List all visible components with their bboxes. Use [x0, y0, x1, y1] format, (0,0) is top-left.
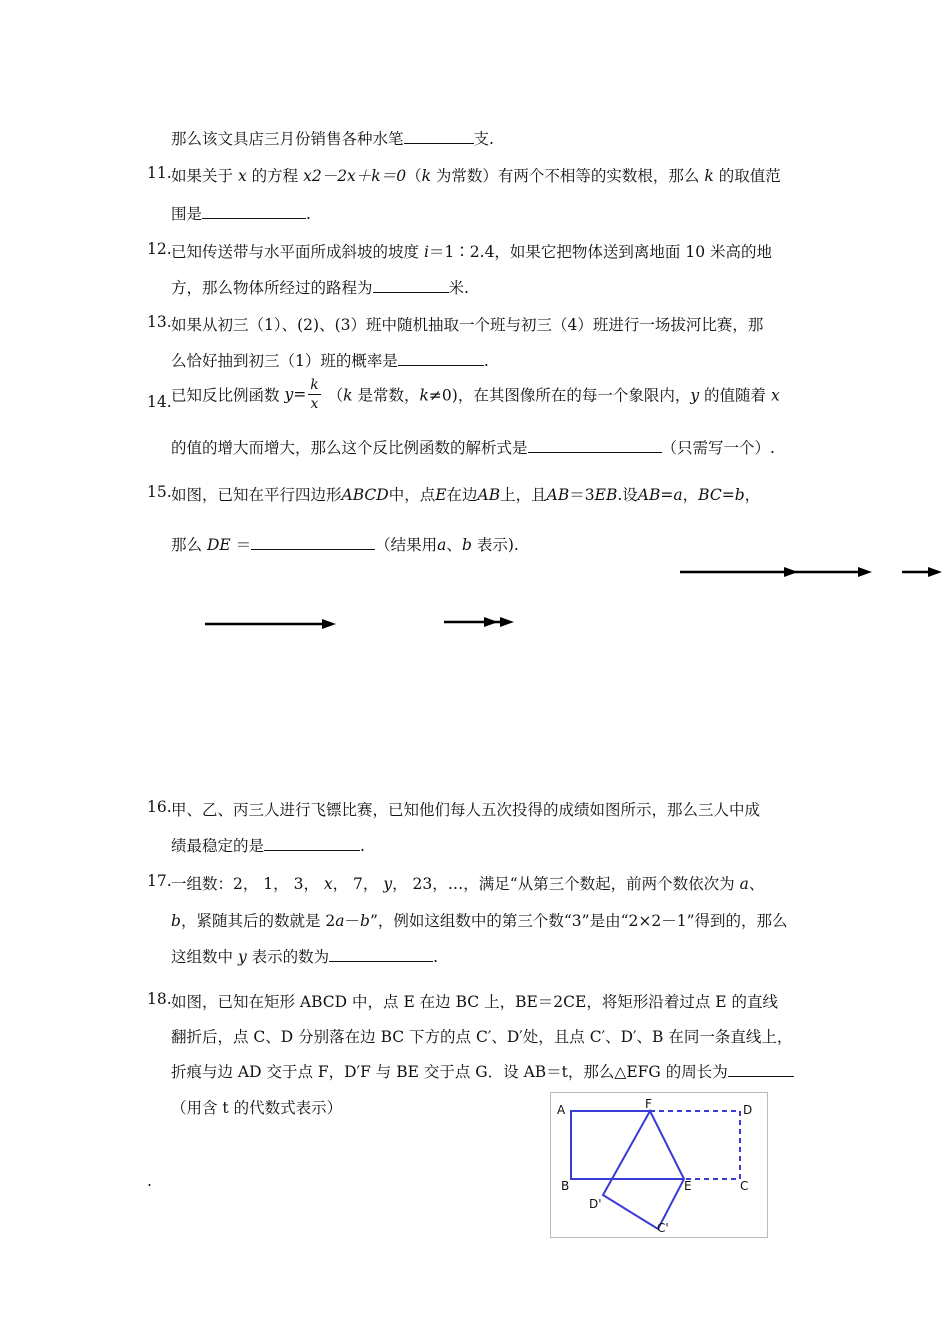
q16-blank[interactable] — [264, 836, 360, 851]
label-D-prime: D' — [589, 1197, 602, 1211]
label-B: B — [561, 1179, 570, 1193]
vector-arrow-left — [202, 614, 342, 634]
q13-number: 13. — [147, 313, 172, 331]
q10-text: 那么该文具店三月份销售各种水笔 — [171, 130, 404, 148]
q12-number: 12. — [147, 240, 172, 258]
q17-blank[interactable] — [329, 947, 433, 962]
q16-number: 16. — [147, 798, 172, 816]
q13-blank[interactable] — [398, 351, 484, 366]
label-C: C — [740, 1179, 749, 1193]
q15-line1: 如图，已知在平行四边形ABCD中，点E在边AB上，且AB＝3EB.设AB=a，BC=b， — [171, 486, 761, 504]
q14-line2: 的值的增大而增大，那么这个反比例函数的解析式是 （只需写一个）. — [171, 439, 775, 457]
q12-line2: 方，那么物体所经过的路程为 米. — [171, 279, 469, 297]
folded-quadrilateral — [603, 1111, 684, 1229]
q18-figure — [550, 1092, 768, 1238]
q12-blank[interactable] — [373, 278, 449, 293]
q18-line1: 如图，已知在矩形 ABCD 中，点 E 在边 BC 上，BE＝2CE，将矩形沿着过点 E 的直线 — [171, 993, 778, 1011]
label-F: F — [645, 1097, 652, 1111]
q17-line2: b，紧随其后的数就是 2a－b”，例如这组数中的第三个数“3”是由“2×2－1”得到的，那么 — [171, 912, 788, 930]
q18-trailing-dot: . — [147, 1172, 152, 1190]
q18-line3: 折痕与边 AD 交于点 F，D′F 与 BE 交于点 G．设 AB＝t，那么△EFG 的周长为 — [171, 1060, 794, 1082]
q16-line1: 甲、乙、丙三人进行飞镖比赛，已知他们每人五次投得的成绩如图所示，那么三人中成 — [171, 801, 761, 819]
vector-arrows-right — [676, 562, 946, 582]
q14-line1: 已知反比例函数 y= $\frac{k}{x}$ （k 是常数，k≠0)，在其图像所在的每一个象限内，y 的值随着 x — [171, 377, 780, 412]
q18-line2: 翻折后，点 C、D 分别落在边 BC 下方的点 C′、D′处，且点 C′、D′、B 在同一条直线上， — [171, 1028, 793, 1046]
q18-blank[interactable] — [728, 1062, 794, 1077]
q14-fraction: $\frac{k}{x}$ — [310, 377, 319, 412]
q13-line2: 么恰好抽到初三（1）班的概率是 . — [171, 352, 489, 370]
q15-line2: 那么 DE ＝ （结果用a、b 表示). — [171, 536, 519, 554]
rectangle-dashed-edges — [650, 1111, 740, 1179]
q15-number: 15. — [147, 483, 172, 501]
q18-line4: （用含 t 的代数式表示） — [171, 1099, 343, 1117]
q11-line1: 如果关于 x 的方程 x2－2x＋k＝0（k 为常数）有两个不相等的实数根，那么 k 的取值范 — [171, 167, 781, 185]
label-E: E — [684, 1179, 692, 1193]
q12-line1: 已知传送带与水平面所成斜坡的坡度 i＝1∶2.4，如果它把物体送到离地面 10 米高的地 — [171, 243, 773, 261]
q10-continuation — [171, 127, 494, 149]
q17-line1: 一组数：2， 1， 3， x， 7， y， 23，…，满足“从第三个数起，前两个数依次为 a、 — [171, 875, 765, 893]
label-D: D — [743, 1103, 753, 1117]
q10-text-end: 支. — [473, 130, 494, 148]
q15-blank[interactable] — [251, 535, 375, 550]
q10-blank[interactable] — [404, 129, 474, 144]
q17-number: 17. — [147, 872, 172, 890]
q11-blank[interactable] — [202, 204, 306, 219]
label-C-prime: C' — [657, 1221, 669, 1235]
vector-arrow-double — [442, 612, 522, 632]
folded-rectangle-diagram — [551, 1093, 767, 1237]
label-A: A — [557, 1103, 566, 1117]
q13-line1: 如果从初三（1）、(2)、(3）班中随机抽取一个班与初三（4）班进行一场拔河比赛，那 — [171, 316, 764, 334]
q14-number: 14. — [147, 393, 172, 411]
q14-blank[interactable] — [528, 438, 662, 453]
q11-number: 11. — [147, 164, 172, 182]
q17-line3: 这组数中 y 表示的数为 . — [171, 948, 439, 966]
q18-number: 18. — [147, 990, 172, 1008]
q16-line2: 绩最稳定的是 . — [171, 837, 365, 855]
q11-line2: 围是 . — [171, 205, 311, 223]
